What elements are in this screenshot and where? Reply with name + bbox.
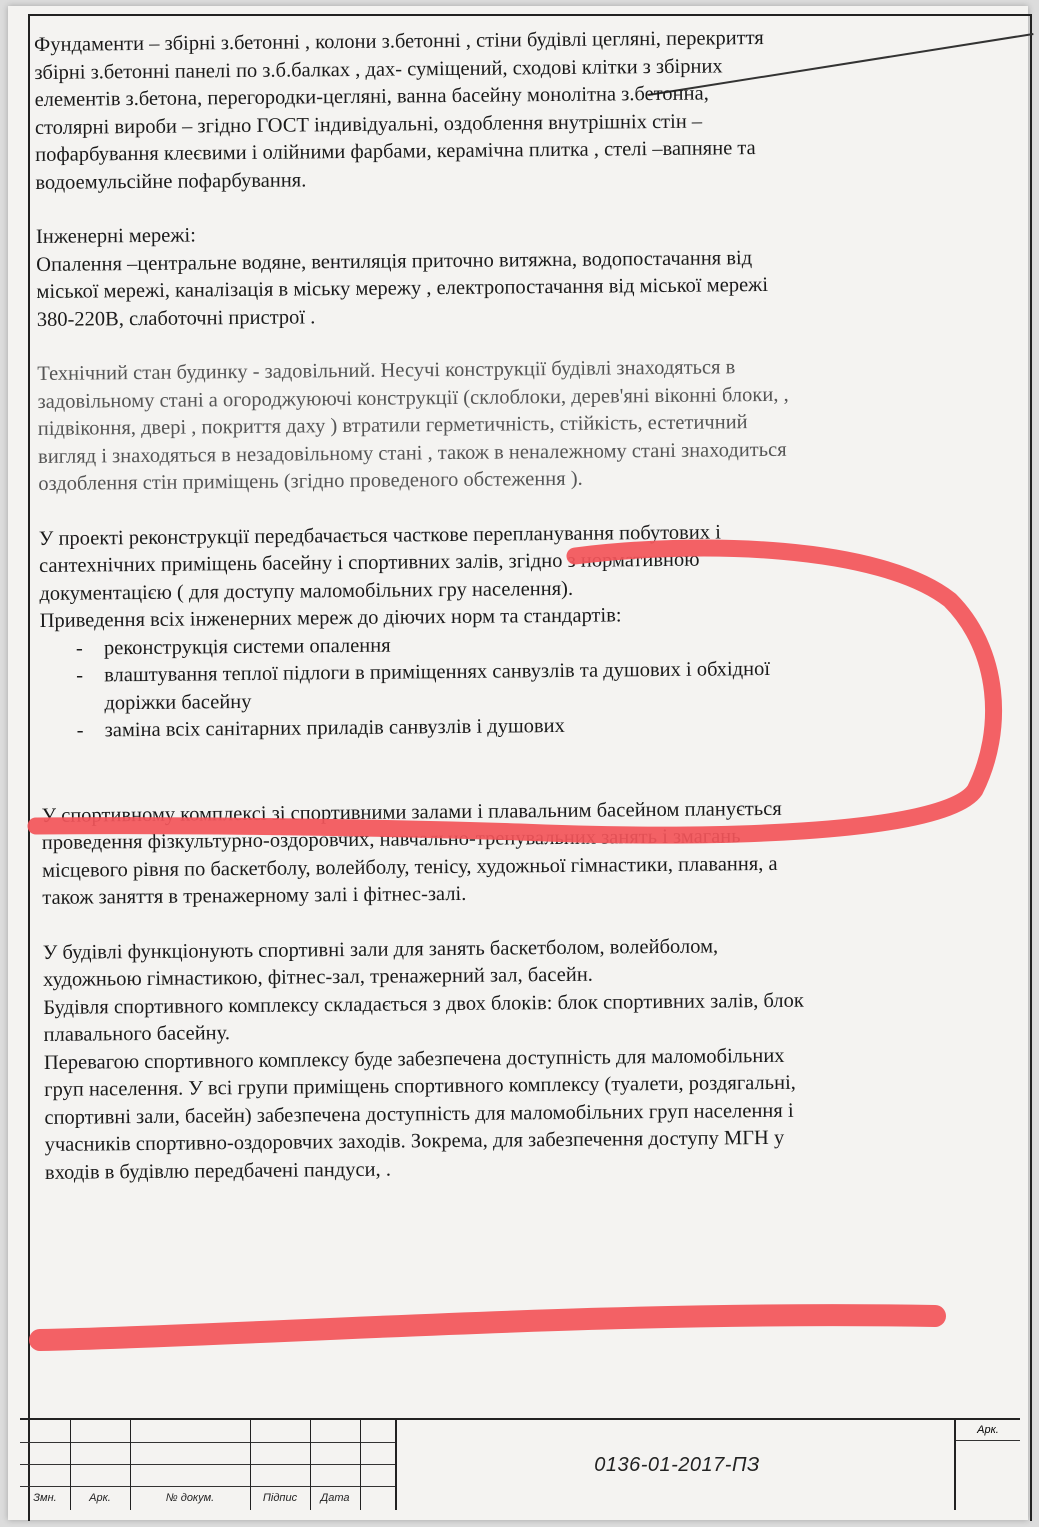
text-line: плавального басейну. [43, 1022, 231, 1046]
text-line: вигляд і знаходяться в незадовільному стані , також в неналежному стані знаходиться [37, 438, 787, 468]
text-line: проведення фізкультурно-оздоровчих, навчально-тренувальних занять і змагань [41, 825, 741, 854]
revision-table [20, 1420, 395, 1510]
text-line: підвіконня, двері , покриття даху ) втратили герметичність, стійкість, естетичний [37, 411, 748, 440]
text-line: У проекті реконструкції передбачається часткове перепланування побутових і [38, 520, 721, 550]
document-code: 0136-01-2017-ПЗ [395, 1420, 957, 1510]
text-line: У будівлі функціонують спортивні зали для занять баскетболом, волейболом, [42, 934, 719, 964]
text-line: сантехнічних приміщень басейну і спортивних залів, згідно з нормативною [39, 548, 700, 577]
text-line: місцевого рівня по баскетболу, волейболу, тенісу, художньої гімнастики, плавання, а [41, 852, 778, 882]
sheet-label: Арк. [956, 1424, 1020, 1441]
label-signature: Підпис [262, 1492, 298, 1504]
text-line: Опалення –центральне водяне, вентиляція приточно витяжна, водопостачання від [36, 246, 753, 276]
bullet-dash: - [76, 719, 84, 742]
paragraph-reconstruction [39, 516, 1015, 635]
text-line: Перевагою спортивного комплексу буде забезпечена доступність для маломобільних [43, 1044, 785, 1074]
text-line: спортивні зали, басейн) забезпечена доступність для маломобільних груп населення і [44, 1099, 794, 1129]
list-item-text [104, 656, 770, 717]
list-item-text [104, 632, 391, 662]
text-line: Приведення всіх інженерних мереж до діючих норм та стандартів: [39, 604, 622, 632]
label-date: Дата [320, 1492, 350, 1504]
text-line: також заняття в тренажерному залі і фітнес-залі. [42, 882, 467, 909]
text-line: водоемульсійне пофарбування. [35, 168, 307, 194]
text-line: Інженерні мережі: [35, 224, 196, 248]
text-line: реконструкція системи опалення [103, 634, 391, 659]
text-line: столярні вироби – згідно ГОСТ індивідуальні, оздоблення внутрішніх стін – [34, 110, 703, 139]
text-line: Технічний стан будинку - задовільний. Несучі конструкції будівлі знаходяться в [37, 356, 736, 385]
text-line: учасників спортивно-оздоровчих заходів. Зокрема, для забезпечення доступу МГН у [44, 1126, 785, 1156]
paragraph-sports-complex [41, 793, 1017, 912]
text-line: міської мережі, каналізація в міську мережу , електропостачання від міської мережі [36, 273, 769, 303]
text-line: задовільному стані а огороджуюючі конструкції (склоблоки, дерев'яні віконні блоки, , [37, 383, 789, 413]
document-body [34, 23, 1020, 1187]
paragraph-building-functions [43, 930, 1020, 1187]
bullet-dash: - [76, 664, 84, 687]
text-line: художньою гімнастикою, фітнес-зал, тренажерний зал, басейн. [42, 963, 593, 991]
sheet-number-cell [954, 1420, 1020, 1510]
title-block [20, 1418, 1020, 1510]
paragraph-construction [34, 23, 1011, 197]
text-line: Будівля спортивного комплексу складається з двох блоків: блок спортивних залів, блок [43, 989, 804, 1019]
text-line: входів в будівлю передбачені пандуси, . [44, 1158, 392, 1184]
text-line: Фундаменти – збірні з.бетонні , колони з.бетонні , стіни будівлі цегляні, перекриття [34, 26, 764, 56]
text-line: елементів з.бетона, перегородки-цегляні, ванна басейну монолітна з.бетонна, [34, 82, 709, 111]
paragraph-engineering-networks [36, 215, 1012, 334]
text-line: У спортивному комплексі зі спортивними залами і плавальним басейном планується [41, 797, 782, 827]
label-zmn: Змн. [33, 1492, 57, 1504]
text-line: заміна всіх санітарних приладів санвузлів і душових [104, 714, 565, 742]
reconstruction-list [40, 626, 1016, 745]
text-line: пофарбування клеєвими і олійними фарбами, керамічна плитка , стелі –вапняне та [35, 137, 756, 166]
text-line: 380-220В, слаботочні пристрої . [36, 305, 316, 331]
text-line: оздоблення стін приміщень (згідно проведеного обстеження ). [38, 467, 583, 495]
text-line: збірні з.бетонні панелі по з.б.балках , дах- суміщений, сходові клітки з збірних [34, 54, 723, 84]
label-ark: Арк. [89, 1492, 111, 1504]
text-line: доріжки басейну [104, 690, 252, 714]
label-doc-num: № докум. [165, 1492, 215, 1504]
text-line: влаштування теплої підлоги в приміщеннях санвузлів та душових і обхідної [104, 657, 771, 687]
text-line: документацією ( для доступу маломобільних гру населення). [39, 577, 574, 605]
bullet-dash: - [75, 637, 83, 660]
text-line: груп населення. У всі групи приміщень спортивного комплексу (туалети, роздягальні, [44, 1071, 796, 1101]
list-item [40, 654, 1015, 718]
paragraph-technical-condition [37, 352, 1013, 499]
list-item-text [105, 713, 565, 745]
